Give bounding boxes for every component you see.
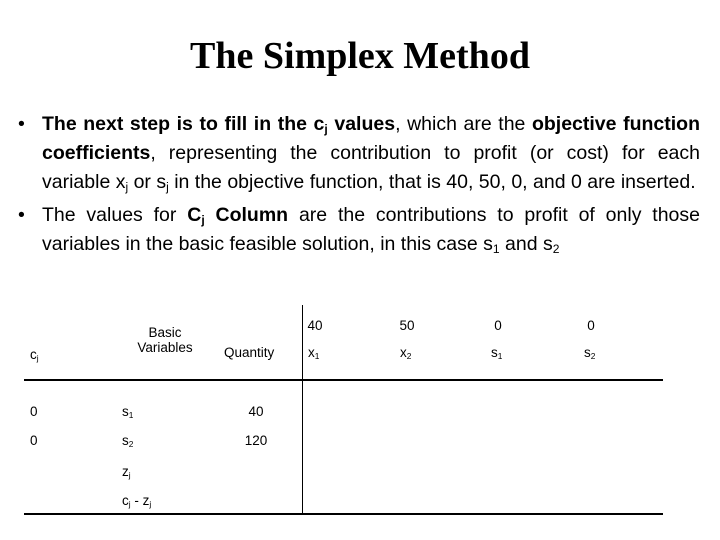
coef-s1: 0 bbox=[494, 318, 502, 333]
header-quantity: Quantity bbox=[224, 345, 275, 360]
header-cj: $c_j$ bbox=[30, 347, 39, 364]
var-s2: $s_2$ bbox=[584, 345, 596, 362]
bullet-text: The next step is to fill in the $c_j$ values, which are the objective function coefficients, representing the contribution to profit (or cost) for each variable $x_j$ or $s_j$ in the objective function, that is 40, 50, 0, and 0 are inserted. bbox=[42, 113, 700, 195]
row-2-cj: 0 bbox=[30, 433, 38, 448]
coef-s2: 0 bbox=[587, 318, 595, 333]
row-1-quantity: 40 bbox=[248, 404, 264, 419]
coef-x1: 40 bbox=[307, 318, 323, 333]
row-2-basic-variable: $s_2$ bbox=[122, 433, 134, 450]
var-s1: $s_1$ bbox=[491, 345, 503, 362]
row-1-basic-variable: $s_1$ bbox=[122, 404, 134, 421]
row-1-cj: 0 bbox=[30, 404, 38, 419]
zj-label: $z_j$ bbox=[122, 464, 131, 481]
coef-x2: 50 bbox=[399, 318, 415, 333]
table-column-divider bbox=[302, 305, 303, 514]
slide-title: The Simplex Method bbox=[190, 35, 530, 77]
bullet-text: The values for $C_j$ Column are the contributions to profit of only those variables in the basic feasible solution, in this case $s_1$ and $s_2$ bbox=[42, 204, 700, 257]
var-x1: $x_1$ bbox=[308, 345, 320, 362]
var-x2: $x_2$ bbox=[400, 345, 412, 362]
row-2-quantity: 120 bbox=[244, 433, 268, 448]
header-divider bbox=[24, 379, 663, 381]
cj-minus-zj-label: $c_j - z_j$ bbox=[122, 493, 152, 510]
bullet-marker: • bbox=[18, 204, 25, 226]
table-bottom-border bbox=[24, 513, 663, 515]
header-basic-variables: Basic Variables bbox=[137, 325, 193, 355]
bullet-marker: • bbox=[18, 113, 25, 135]
